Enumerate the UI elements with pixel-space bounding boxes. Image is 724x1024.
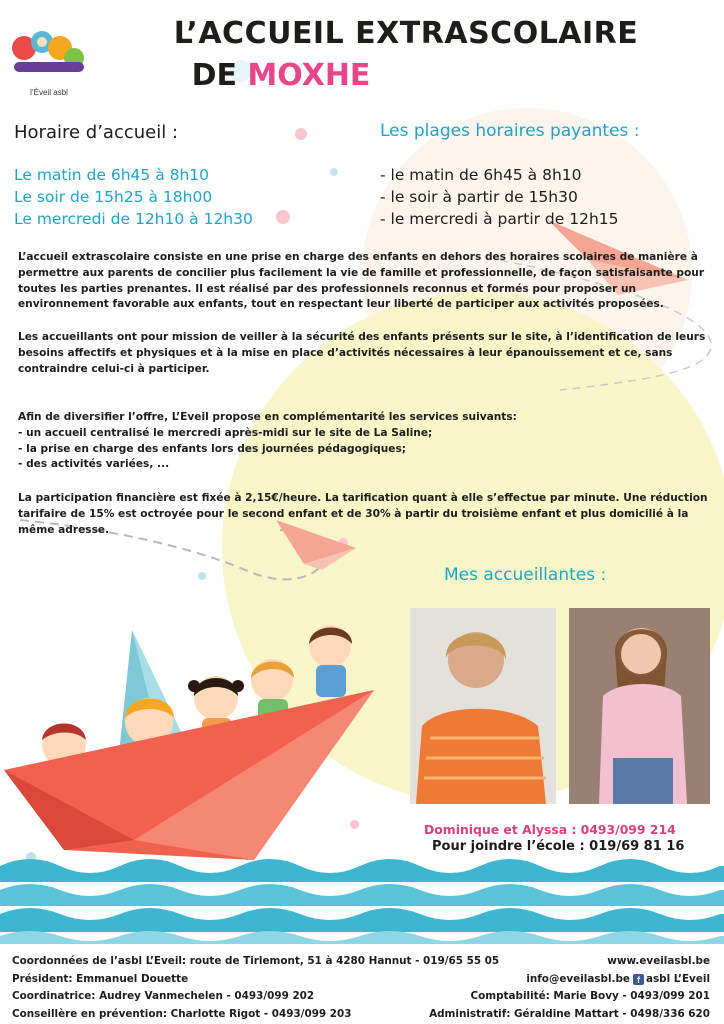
website-link[interactable]: www.eveilasbl.be — [607, 955, 710, 967]
schedule-item: Le matin de 6h45 à 8h10 — [14, 166, 210, 184]
facebook-page-link[interactable]: asbl L’Eveil — [645, 972, 710, 985]
schedule-list — [14, 164, 253, 230]
title-prefix: DE — [191, 58, 248, 93]
footer-president: Président: Emmanuel Douette — [12, 972, 189, 985]
footer-accounting: Comptabilité: Marie Bovy - 0493/099 201 — [470, 990, 710, 1002]
logo-caption: l’Éveil asbl — [30, 88, 68, 97]
staff-photo-dominique — [410, 608, 556, 804]
service-item: - des activités variées, ... — [18, 458, 170, 471]
footer-contacts-left — [12, 953, 499, 1023]
footer-contacts-right — [429, 953, 710, 1023]
paid-slots-list — [380, 164, 619, 230]
decor-dot — [330, 168, 338, 176]
page-title-line2 — [96, 58, 466, 93]
paid-slot-item: - le mercredi à partir de 12h15 — [380, 210, 619, 228]
staff-heading: Mes accueillantes : — [444, 565, 607, 585]
staff-photo-alyssa — [569, 608, 710, 804]
boat-with-children-illustration — [4, 600, 384, 870]
schedule-item: Le soir de 15h25 à 18h00 — [14, 188, 213, 206]
services-paragraph — [18, 410, 708, 473]
footer-address: Coordonnées de l’asbl L’Eveil: route de Tirlemont, 51 à 4280 Hannut - 019/65 55 05 — [12, 955, 500, 967]
service-item: - la prise en charge des enfants lors des journées pédagogiques; — [18, 442, 406, 455]
footer-prevention-advisor: Conseillère en prévention: Charlotte Rigot - 0493/099 203 — [12, 1007, 352, 1020]
services-intro: Afin de diversifier l’offre, L’Eveil propose en complémentarité les services suivants: — [18, 411, 517, 423]
waves-decoration — [0, 852, 724, 944]
school-phone: Pour joindre l’école : 019/69 81 16 — [432, 839, 685, 854]
service-item: - un accueil centralisé le mercredi après-midi sur le site de La Saline; — [18, 426, 433, 439]
intro-paragraph: L’accueil extrascolaire consiste en une prise en charge des enfants en dehors des horaires scolaires de manière à permettre aux parents de concilier plus facilement la vie de famille et professionnelle, de façon satisfaisante pour toutes les parties prenantes. Il est réalisé par des professionnels reconnus et formés pour proposer un environnement favorable aux enfants, tout en respectant leur liberté de participer aux activités proposées. — [18, 251, 705, 311]
facebook-icon[interactable]: f — [633, 974, 644, 985]
footer-administration: Administratif: Géraldine Mattart - 0498/336 620 — [429, 1007, 710, 1020]
decor-dot — [295, 128, 307, 140]
paid-slots-heading: Les plages horaires payantes : — [380, 121, 640, 141]
email-link[interactable]: info@eveilasbl.be — [526, 972, 630, 985]
paid-slot-item: - le matin de 6h45 à 8h10 — [380, 166, 582, 184]
schedule-heading: Horaire d’accueil : — [14, 122, 179, 143]
pricing-paragraph: La participation financière est fixée à 2,15€/heure. La tarification quant à elle s’effectue par minute. Une réduction tarifaire de 15% est octroyée pour le second enfant et de 30% à partir du troisième enfant et plus domicilié à la même adresse. — [18, 492, 708, 536]
staff-phone: Dominique et Alyssa : 0493/099 214 — [424, 822, 676, 837]
paid-slot-item: - le soir à partir de 15h30 — [380, 188, 578, 206]
schedule-item: Le mercredi de 12h10 à 12h30 — [14, 210, 253, 228]
footer-coordinator: Coordinatrice: Audrey Vanmechelen - 0493/099 202 — [12, 990, 315, 1002]
email-facebook-line — [429, 971, 710, 989]
mission-paragraph: Les accueillants ont pour mission de veiller à la sécurité des enfants présents sur le site, à l’identification de leurs besoins affectifs et physiques et à la mise en place d’activités nécessaires à leur épanouissement et ce, sans contraindre celui-ci à participer. — [18, 331, 706, 375]
page-title: L’ACCUEIL EXTRASCOLAIRE — [173, 16, 639, 51]
title-highlight: MOXHE — [247, 58, 371, 93]
eveil-logo — [8, 18, 90, 96]
